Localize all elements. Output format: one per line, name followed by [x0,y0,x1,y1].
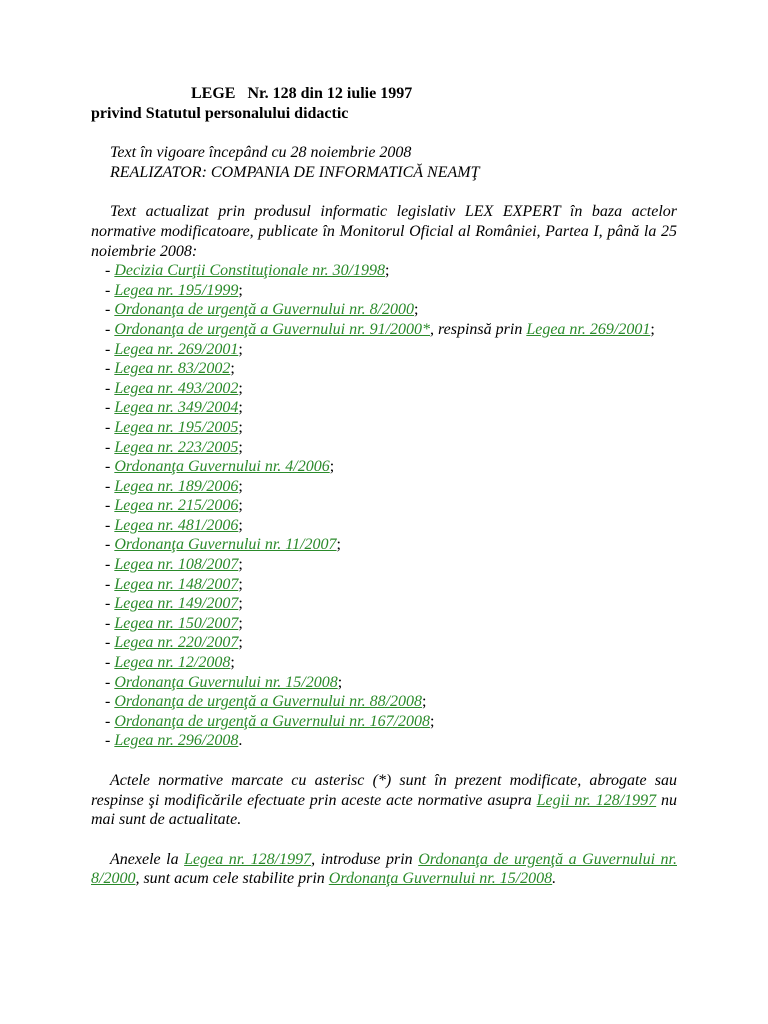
act-link[interactable]: Legea nr. 223/2005 [114,438,239,456]
act-link[interactable]: Ordonanţa Guvernului nr. 4/2006 [114,458,330,476]
asterisk-note-text: Actele normative marcate cu asterisc (*) sunt în prezent modificate, abrogate sau respinse şi modificările efectuate prin aceste acte normative asupra [91,772,677,809]
annex-link-3[interactable]: Ordonanţa Guvernului nr. 15/2008 [328,870,553,888]
act-link[interactable]: Ordonanţa de urgenţă a Guvernului nr. 8/2000 [114,301,415,319]
annex-note [91,850,677,889]
act-link[interactable]: Legea nr. 195/2005 [114,418,239,436]
list-item: - Legea nr. 149/2007; [105,595,243,613]
list-item: - Legea nr. 481/2006; [105,516,243,534]
act-link[interactable]: Legea nr. 149/2007 [114,595,239,613]
law-subtitle: privind Statutul personalului didactic [91,104,349,122]
act-link[interactable]: Legea nr. 83/2002 [114,360,231,378]
asterisk-note-end: nu mai sunt de actualitate. [91,791,678,829]
respinsa-link[interactable]: Legea nr. 269/2001 [526,320,651,338]
list-item: - Legea nr. 215/2006; [105,497,243,515]
act-link[interactable]: Legea nr. 481/2006 [114,516,239,534]
act-link[interactable]: Legea nr. 108/2007 [114,556,239,574]
list-item: - Legea nr. 195/1999; [105,281,243,299]
act-link[interactable]: Legea nr. 220/2007 [114,634,239,652]
annex-text-3: , sunt acum cele stabilite prin [135,870,329,888]
act-link[interactable]: Legea nr. 493/2002 [114,379,239,397]
list-item: - Legea nr. 150/2007; [105,614,243,632]
act-link[interactable]: Legea nr. 12/2008 [114,654,231,672]
list-item: - Legea nr. 148/2007; [105,575,243,593]
list-item: - Legea nr. 493/2002; [105,379,243,397]
act-link[interactable]: Ordonanţa de urgenţă a Guvernului nr. 88/2008 [114,693,423,711]
annex-link-2[interactable]: Ordonanţa de urgenţă a Guvernului nr. 8/2000 [91,850,677,888]
annex-text-2: , introduse prin [311,850,419,868]
intro-block [91,143,677,182]
asterisk-note [91,771,677,830]
act-link[interactable]: Legea nr. 349/2004 [114,399,239,417]
act-link[interactable]: Ordonanţa de urgenţă a Guvernului nr. 91/2000* [114,320,431,338]
act-link[interactable]: Legea nr. 195/1999 [114,281,239,299]
act-link[interactable]: Legea nr. 269/2001 [114,340,239,358]
list-item: - Legea nr. 220/2007; [105,634,243,652]
asterisk-note-link[interactable]: Legii nr. 128/1997 [536,791,657,809]
act-link[interactable]: Ordonanţa de urgenţă a Guvernului nr. 167/2008 [114,712,431,730]
act-link[interactable]: Legea nr. 148/2007 [114,575,239,593]
list-item: - Ordonanţa de urgenţă a Guvernului nr. 91/2000*, respinsă prin Legea nr. 269/2001; [105,320,655,338]
list-item: - Legea nr. 269/2001; [105,340,243,358]
list-item: - Ordonanţa de urgenţă a Guvernului nr. 167/2008; [105,712,435,730]
list-item: - Legea nr. 195/2005; [105,418,243,436]
author-note: REALIZATOR: COMPANIA DE INFORMATICĂ NEAMŢ [110,163,480,181]
act-link[interactable]: Legea nr. 215/2006 [114,497,239,515]
list-item: - Legea nr. 349/2004; [105,399,243,417]
list-item: - Ordonanţa de urgenţă a Guvernului nr. 88/2008; [105,693,427,711]
act-link[interactable]: Legea nr. 189/2006 [114,477,239,495]
document-page [91,84,677,889]
list-item: - Legea nr. 296/2008. [105,732,243,750]
annex-link-1[interactable]: Legea nr. 128/1997 [184,850,312,868]
list-item: - Ordonanţa Guvernului nr. 15/2008; [105,673,343,691]
list-item: - Ordonanţa Guvernului nr. 4/2006; [105,458,335,476]
act-link[interactable]: Ordonanţa Guvernului nr. 11/2007 [114,536,337,554]
act-link[interactable]: Decizia Curţii Constituţionale nr. 30/1998 [114,262,386,280]
annex-text-4: . [552,870,557,888]
validity-note: Text în vigoare începând cu 28 noiembrie 2008 [110,144,412,162]
respinsa-text: , respinsă prin [430,320,527,338]
acts-list [91,261,677,751]
update-note: Text actualizat prin produsul informatic legislativ LEX EXPERT în baza actelor normative modificatoare, publicate în Monitorul Oficial al României, Partea I, până la 25 noiembrie 2008: [91,203,677,260]
list-item: - Legea nr. 12/2008; [105,654,235,672]
act-link[interactable]: Legea nr. 296/2008 [114,732,239,750]
act-link[interactable]: Legea nr. 150/2007 [114,614,239,632]
list-item: - Legea nr. 223/2005; [105,438,243,456]
list-item: - Decizia Curţii Constituţionale nr. 30/1998; [105,262,390,280]
list-item: - Legea nr. 189/2006; [105,477,243,495]
list-item: - Legea nr. 83/2002; [105,360,235,378]
list-item: - Legea nr. 108/2007; [105,556,243,574]
law-title: LEGE Nr. 128 din 12 iulie 1997 [191,85,413,102]
list-item: - Ordonanţa de urgenţă a Guvernului nr. 8/2000; [105,301,419,319]
annex-text-1: Anexele la [110,850,185,868]
list-item: - Ordonanţa Guvernului nr. 11/2007; [105,536,341,554]
act-link[interactable]: Ordonanţa Guvernului nr. 15/2008 [114,673,338,691]
